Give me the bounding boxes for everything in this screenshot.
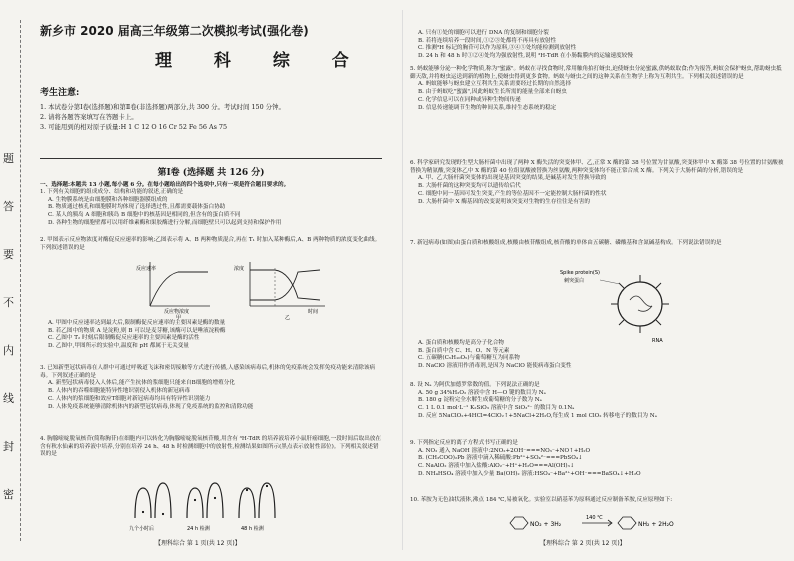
seal-char: 密 — [3, 488, 14, 501]
option: D. 大肠杆菌中 X 酶基因的改变说明该突变对生物的生存往往是有害的 — [418, 198, 591, 205]
section1-title: 第Ⅰ卷 (选择题 共 126 分) — [157, 168, 265, 178]
question-stem: 7. 新冠病毒(如图)由蛋白质和核酸组成,核酸由核苷酸组成,核苷酸的单体由五碳糖、磷酸基和含氮碱基构成。下列说法错误的是 — [410, 240, 722, 246]
villus-3 — [239, 483, 275, 532]
reaction-reactant: NO₂ + 3H₂ — [530, 521, 562, 528]
question-4 — [40, 436, 382, 459]
question-8 — [410, 382, 784, 421]
notice-item: 3. 可能用到的相对原子质量:H 1 C 12 O 16 Cr 52 Fe 56 As 75 — [40, 123, 228, 131]
question-stem: 2. 甲图表示反应物浓度对酶促反应速率的影响;乙图表示将 A、B 两种物质混合,再在 T₁ 时加入某种酶后,A、B 两种物质的浓度变化曲线。下列叙述错误的是 — [40, 237, 381, 251]
option: B. 蛋白质中含 C、H、O、N 等元素 — [418, 347, 510, 354]
footer-right: 【理科综合 第 2 页(共 12 页)】 — [540, 540, 626, 547]
question-stem: 4. 胸腺嘧啶脱氧核苷(简称胸苷)在细胞内可以转化为胸腺嘧啶脱氧核苷酸,用含有 ³H-TdR 的培养液培养小鼠肝癌细胞,一段时间后取出放在含有秋水仙素的培养液中培养,分别在培养 24 h、48 h 时检测细胞中的放射性,检测结果如图所示(黑点表示放射性部位)。下列相关叙述错误的是 — [40, 436, 381, 458]
yi-xlabel: 时间 — [308, 309, 319, 315]
question-7-options — [410, 340, 784, 371]
seal-char: 线 — [3, 392, 14, 405]
notice-heading: 考生注意: — [40, 88, 80, 98]
question-1 — [40, 189, 382, 228]
option: A. NO₂ 通入 NaOH 溶液中:2NO₂+2OH⁻===NO₃⁻+NO↑+H₂O — [418, 447, 591, 454]
option: D. 各种生物的细胞壁都可以用纤维素酶和果胶酶进行分解,而细胞壁只可以起到支持和保护作用 — [48, 219, 282, 226]
option: B. 人体内的吞噬细胞能特异性地识别侵入机体的新冠病毒 — [48, 388, 190, 395]
chart-jia — [136, 262, 210, 320]
option: C. NaAlO₂ 溶液中加入盐酸:AlO₂⁻+H⁺+H₂O===Al(OH)₃↓ — [418, 463, 575, 470]
question-4-options — [410, 30, 784, 61]
option: D. NH₄HSO₄ 溶液中加入少量 Ba(OH)₂ 溶液:HSO₄⁻+Ba²⁺+OH⁻===BaSO₄↓+H₂O — [418, 470, 641, 477]
option: A. 新型冠状病毒侵入人体后,能产生抗体的浆细胞只能来自B细胞的增殖分化 — [48, 380, 235, 387]
option: D. 反应 5NaClO₂+4HCl=4ClO₂↑+5NaCl+2H₂O,每生成 1 mol ClO₂ 转移电子的数目为 Nₐ — [418, 412, 657, 419]
option: A. 甲图中反应速率达到最大后,限制酶促反应速率的主要因素是酶的数量 — [48, 320, 226, 326]
villus-label: 48 h 检测 — [241, 526, 264, 532]
yi-ylabel: 浓度 — [234, 266, 245, 272]
binding-seal — [0, 0, 32, 561]
chart-yi — [234, 262, 325, 320]
villus-2 — [187, 483, 223, 532]
benzene-ring-icon — [618, 517, 636, 529]
jia-xlabel: 反应物浓度 — [164, 309, 190, 315]
villus-label: 24 h 检测 — [187, 526, 210, 532]
question-9 — [410, 440, 784, 479]
seal-char: 要 — [3, 248, 14, 261]
seal-char: 封 — [3, 440, 14, 453]
question-3 — [40, 365, 382, 411]
reaction-product: NH₂ + 2H₂O — [638, 521, 674, 528]
seal-char: 不 — [3, 296, 14, 309]
option: C. 人体内的浆细胞和效应T细胞对新冠病毒均具有特异性识别能力 — [48, 395, 211, 402]
option: A. 50 g 34%H₂O₂ 溶液中含 H—O 键的数目为 Nₐ — [418, 389, 546, 396]
option: B. 180 g 淀粉完全水解生成葡萄糖的分子数为 Nₐ — [418, 397, 542, 404]
seal-char: 内 — [3, 344, 14, 357]
option: C. 五碳糖(C₅H₁₀O₅)与葡萄糖互为同系物 — [418, 355, 520, 362]
option: A. 蛋白质和核酸均是高分子化合物 — [418, 340, 504, 346]
section1-instruction: 一、选择题:本题共 13 小题,每小题 6 分。在每小题给出的四个选项中,只有一项是符合题目要求的。 — [40, 182, 290, 188]
option: A. 甲、乙大肠杆菌突变体的出现是基因突变的结果,是碱基对发生替换导致的 — [418, 175, 607, 182]
option: D. 24 h 和 48 h 时①②④处均为强放射性,说明 ³H-TdR 在小肠黏膜内的运输速度较慢 — [418, 53, 633, 60]
virus-label-spike: Spike protein(S) — [560, 270, 600, 276]
question-stem: 3. 已知新型冠状病毒在人群中可通过呼吸道飞沫和密切接触等方式进行传播,人感染该病毒后,机体的免疫系统会发挥免疫功能来清除该病毒。下列叙述正确的是 — [40, 365, 376, 379]
notice-box — [40, 85, 380, 132]
option: D. 信息传递能调节生物的种间关系,维持生态系统的稳定 — [418, 104, 557, 111]
seal-char: 题 — [3, 152, 14, 165]
option: C. 化学信息可以在同种或异种生物间传递 — [418, 96, 521, 103]
label-leader — [600, 280, 620, 284]
jia-caption: 甲 — [176, 315, 182, 320]
question-6 — [410, 160, 784, 206]
seal-dashed-line — [20, 20, 21, 541]
notice-item: 1. 本试卷分第Ⅰ卷(选择题)和第Ⅱ卷(非选择题)两部分,共 300 分。考试时间 150 分钟。 — [40, 103, 285, 111]
question-stem: 5. 蚂蚁能够分泌一种化学物质,称为"蜜露"。蚂蚁在寻找食物时,常用触角拍打蚜虫,迫使蚜虫分泌蜜露,供蚂蚁取食;作为报答,蚂蚁会保护蚜虫,帮助蚜虫抵御天敌,并将蚜虫运送到新的植物上,使蚜虫得到更多食物。蚂蚁与蚜虫之间的这种关系在生物学上称为互利共生。下列相关叙述错误的是 — [410, 66, 782, 80]
option: C. 细胞中同一基因可发生突变,产生的等位基因不一定能控制大肠杆菌的性状 — [418, 190, 607, 197]
question-10 — [410, 497, 784, 505]
option: B. 物质通过核孔和细胞膜时均体现了选择透过性,且都需要载体蛋白协助 — [48, 204, 226, 211]
question-stem: 8. 设 Nₐ 为阿伏加德罗常数的值。下列说法正确的是 — [410, 382, 540, 388]
q2-charts — [130, 258, 330, 320]
virus-label-rna: RNA — [652, 338, 663, 344]
benzene-ring-icon — [510, 517, 528, 529]
question-stem: 10. 苯胺为无色油状液体,沸点 184 ℃,易被氧化。实验室以硝基苯为原料通过反应制备苯胺,反应原理如下: — [410, 497, 673, 503]
footer-left: 【理科综合 第 1 页(共 12 页)】 — [155, 540, 241, 547]
page-fold — [402, 10, 403, 550]
option: B. 大肠杆菌的这种突变均可以遗传给后代 — [418, 183, 521, 190]
option: C. 推测³H 标记的胸苷可以作为原料,③④⑤处均能检测到放射性 — [418, 45, 577, 52]
reaction-scheme — [500, 512, 700, 534]
question-stem: 6. 科学家研究发现野生型大肠杆菌中出现了两种 X 酶失活的突变体甲、乙,正常 X 酶的第 38 号位置为甘氨酸,突变体甲中 X 酶第 38 号位置的甘氨酸被替换为精氨酸,突变体乙中 X 酶的第 40 位组氨酸被替换为丝氨酸,两种突变体均不能正常合成 X 酶。下列关于大肠杆菌的分析,错误的是 — [410, 160, 784, 174]
yi-caption: 乙 — [285, 315, 291, 320]
option: D. 乙图中,甲图所示的实验中,温度和 pH 都属于无关变量 — [48, 343, 189, 350]
villus-1 — [129, 483, 171, 532]
option: B. (CH₃COO)₂Pb 溶液中滴入稀硫酸:Pb²⁺+SO₄²⁻===PbSO₄↓ — [418, 455, 583, 462]
option: A. 只有①处的细胞可以进行 DNA 的复制和细胞分裂 — [418, 30, 549, 36]
seal-char: 答 — [3, 200, 14, 213]
exam-subject: 理 科 综 合 — [155, 51, 367, 71]
reaction-condition: 140 ℃ — [586, 515, 603, 521]
section-divider — [40, 158, 382, 159]
jia-ylabel: 反应速率 — [136, 266, 157, 272]
jia-curve — [150, 272, 208, 306]
question-5 — [410, 66, 784, 112]
virus-envelope — [618, 282, 662, 326]
option: D. NaClO 溶液用作消毒剂,是因为 NaClO 能使病毒蛋白变性 — [418, 363, 572, 370]
question-stem: 1. 下列有关细胞的组成成分、结构和功能的叙述,正确的是 — [40, 189, 184, 195]
option: B. 由于蚂蚁吃"蜜露",因此蚂蚁生长所需的能量全部来自蚜虫 — [418, 89, 567, 96]
option: C. 某人的胰岛 A 细胞和胰岛 B 细胞中的核基因是相同的,但含有的蛋白质不同 — [48, 212, 241, 219]
question-stem: 9. 下列指定反应的离子方程式书写正确的是 — [410, 440, 518, 446]
exam-title: 新乡市 2020 届高三年级第二次模拟考试(强化卷) — [40, 24, 309, 38]
villus-label: 九个小时后 — [129, 526, 155, 532]
question-2-options — [40, 320, 382, 351]
virus-figure — [560, 262, 680, 344]
option: D. 人体免疫系统能够清除机体内的新型冠状病毒,体现了免疫系统的监控和清除功能 — [48, 403, 254, 410]
option: B. 若将连续培养一段时间,①②③处都将不再具有放射性 — [418, 37, 557, 44]
option: C. 乙图中 T₂ 时刻后限制酶促反应速率的主要因素是酶的活性 — [48, 335, 200, 342]
q4-villus-figure — [125, 478, 295, 534]
virus-rna — [630, 296, 652, 311]
option: A. 蚂蚁能够与蚜虫建立互利共生关系需要经过长期的自然选择 — [418, 81, 572, 88]
seal-words — [3, 150, 14, 502]
notice-item: 2. 请将各题答案填写在答题卡上。 — [40, 113, 138, 121]
option: A. 生物膜系统是由细胞膜和各种细胞器膜组成的 — [48, 196, 168, 203]
option: C. 1 L 0.1 mol·L⁻¹ K₂SiO₃ 溶液中含 SiO₃²⁻ 的数目为 0.1Nₐ — [418, 405, 575, 412]
virus-label-cn: 刺突蛋白 — [564, 278, 585, 284]
question-7 — [410, 240, 784, 248]
option: B. 若乙图中的物质 A 是淀粉,则 B 可以是麦芽糖,该酶可以是唾液淀粉酶 — [48, 327, 226, 334]
question-2 — [40, 237, 382, 252]
